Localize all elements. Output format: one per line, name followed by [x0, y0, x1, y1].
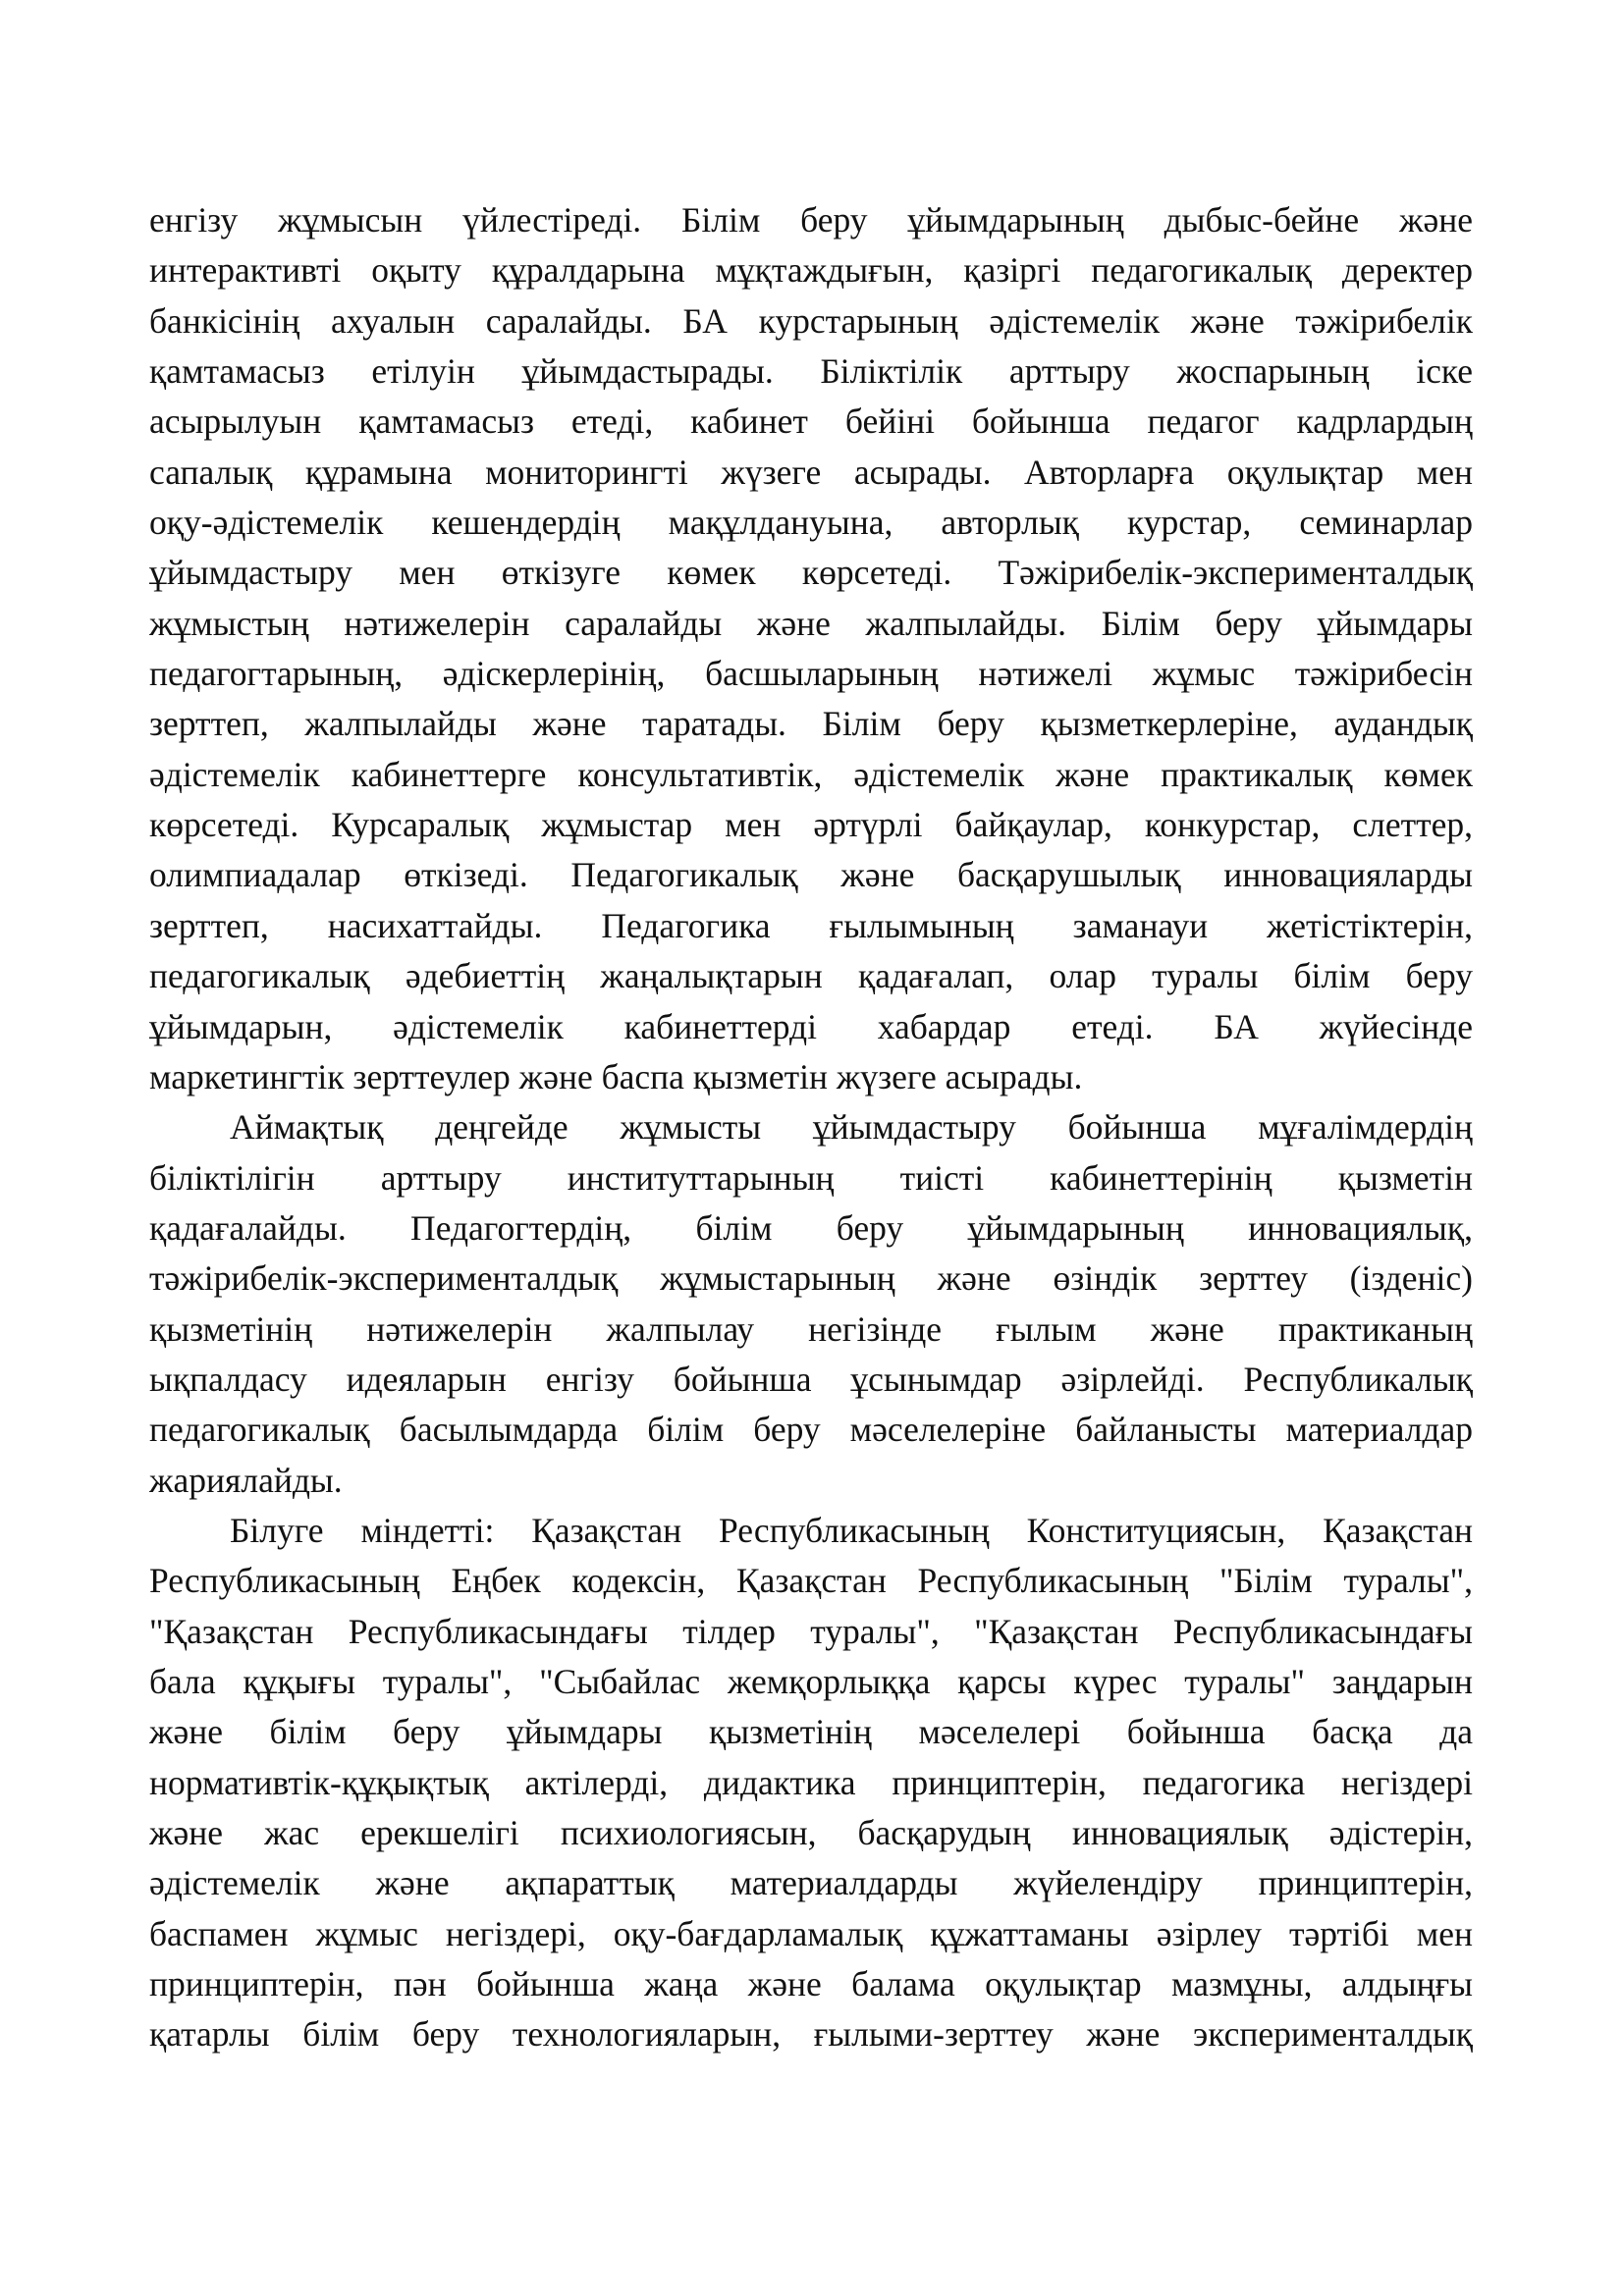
text-line: көрсетеді. Курсаралық жұмыстар мен əртүрлі байқаулар, конкурстар, слеттер, — [149, 805, 1473, 845]
paragraph-1 — [149, 195, 1473, 1102]
text-line: жəне жас ерекшелігі психиологиясын, басқарудың инновациялық əдістерін, — [149, 1813, 1473, 1852]
text-line: енгізу жұмысын үйлестіреді. Білім беру ұйымдарының дыбыс-бейне жəне — [149, 200, 1473, 240]
text-line: банкісінің ахуалын саралайды. БА курстарының əдістемелік жəне тəжірибелік — [149, 300, 1473, 341]
text-line: интерактивті оқыту құралдарына мұқтаждығын, қазіргі педагогикалық деректер — [149, 250, 1473, 291]
text-line: принциптерін, пəн бойынша жаңа жəне балама оқулықтар мазмұны, алдыңғы — [149, 1964, 1473, 2004]
text-line: сапалық құрамына мониторингті жүзеге асырады. Авторларға оқулықтар мен — [149, 452, 1473, 492]
text-line: олимпиадалар өткізеді. Педагогикалық жəне басқарушылық инновацияларды — [149, 855, 1473, 895]
text-line: қамтамасыз етілуін ұйымдастырады. Біліктілік арттыру жоспарының іске — [149, 351, 1473, 392]
text-line: ұйымдастыру мен өткізуге көмек көрсетеді. Тəжірибелік-эксперименталдық — [149, 553, 1473, 593]
text-line: Республикасының Еңбек кодексін, Қазақстан Республикасының "Білім туралы", — [149, 1561, 1473, 1601]
text-line: асырылуын қамтамасыз етеді, кабинет бейіні бойынша педагог кадрлардың — [149, 401, 1473, 442]
text-line: ұйымдарын, əдістемелік кабинеттерді хабардар етеді. БА жүйесінде — [149, 1006, 1473, 1046]
text-line: маркетингтік зерттеулер жəне баспа қызметін жүзеге асырады. — [149, 1056, 1083, 1096]
text-line: ықпалдасу идеяларын енгізу бойынша ұсынымдар əзірлейді. Республикалық — [149, 1359, 1473, 1399]
text-line: жұмыстың нəтижелерін саралайды жəне жалпылайды. Білім беру ұйымдары — [149, 603, 1473, 643]
text-line: баспамен жұмыс негіздері, оқу-бағдарламалық құжаттаманы əзірлеу тəртібі мен — [149, 1913, 1473, 1953]
text-line: педагогикалық əдебиеттің жаңалықтарын қадағалап, олар туралы білім беру — [149, 956, 1473, 996]
text-line: қызметінің нəтижелерін жалпылау негізінде ғылым жəне практиканың — [149, 1308, 1473, 1349]
text-line: оқу-əдістемелік кешендердің мақұлдануына, авторлық курстар, семинарлар — [149, 503, 1473, 543]
text-line: қатарлы білім беру технологияларын, ғылыми-зерттеу жəне эксперименталдық — [149, 2014, 1473, 2055]
text-line: зерттеп, жалпылайды жəне таратады. Білім беру қызметкерлеріне, аудандық — [149, 704, 1473, 744]
text-line: педагогикалық басылымдарда білім беру мəселелеріне байланысты материалдар — [149, 1410, 1473, 1450]
text-line: жариялайды. — [149, 1460, 343, 1500]
text-line: педагогтарының, əдіскерлерінің, басшыларының нəтижелі жұмыс тəжірибесін — [149, 654, 1473, 694]
text-line: жəне білім беру ұйымдары қызметінің мəселелері бойынша басқа да — [149, 1712, 1473, 1752]
body-text — [149, 195, 1473, 2060]
text-line: нормативтік-құқықтық актілерді, дидактика принциптерін, педагогика негіздері — [149, 1762, 1473, 1802]
text-line: біліктілігін арттыру институттарының тиісті кабинеттерінің қызметін — [149, 1157, 1473, 1198]
text-line: Аймақтық деңгейде жұмысты ұйымдастыру бойынша мұғалімдердің — [230, 1107, 1473, 1148]
paragraph-2 — [149, 1102, 1473, 1506]
text-line: Білуге міндетті: Қазақстан Республикасының Конституциясын, Қазақстан — [230, 1510, 1473, 1550]
text-line: əдістемелік кабинеттерге консультативтік, əдістемелік жəне практикалық көмек — [149, 754, 1473, 794]
paragraph-3 — [149, 1506, 1473, 2060]
text-line: зерттеп, насихаттайды. Педагогика ғылымының заманауи жетістіктерін, — [149, 905, 1473, 945]
text-line: бала құқығы туралы", "Сыбайлас жемқорлыққа қарсы күрес туралы" заңдарын — [149, 1661, 1473, 1701]
text-line: "Қазақстан Республикасындағы тілдер туралы", "Қазақстан Республикасындағы — [149, 1611, 1473, 1651]
text-line: тəжірибелік-эксперименталдық жұмыстарының жəне өзіндік зерттеу (ізденіс) — [149, 1258, 1473, 1299]
text-line: қадағалайды. Педагогтердің, білім беру ұйымдарының инновациялық, — [149, 1207, 1473, 1248]
text-line: əдістемелік жəне ақпараттық материалдарды жүйелендіру принциптерін, — [149, 1863, 1473, 1903]
